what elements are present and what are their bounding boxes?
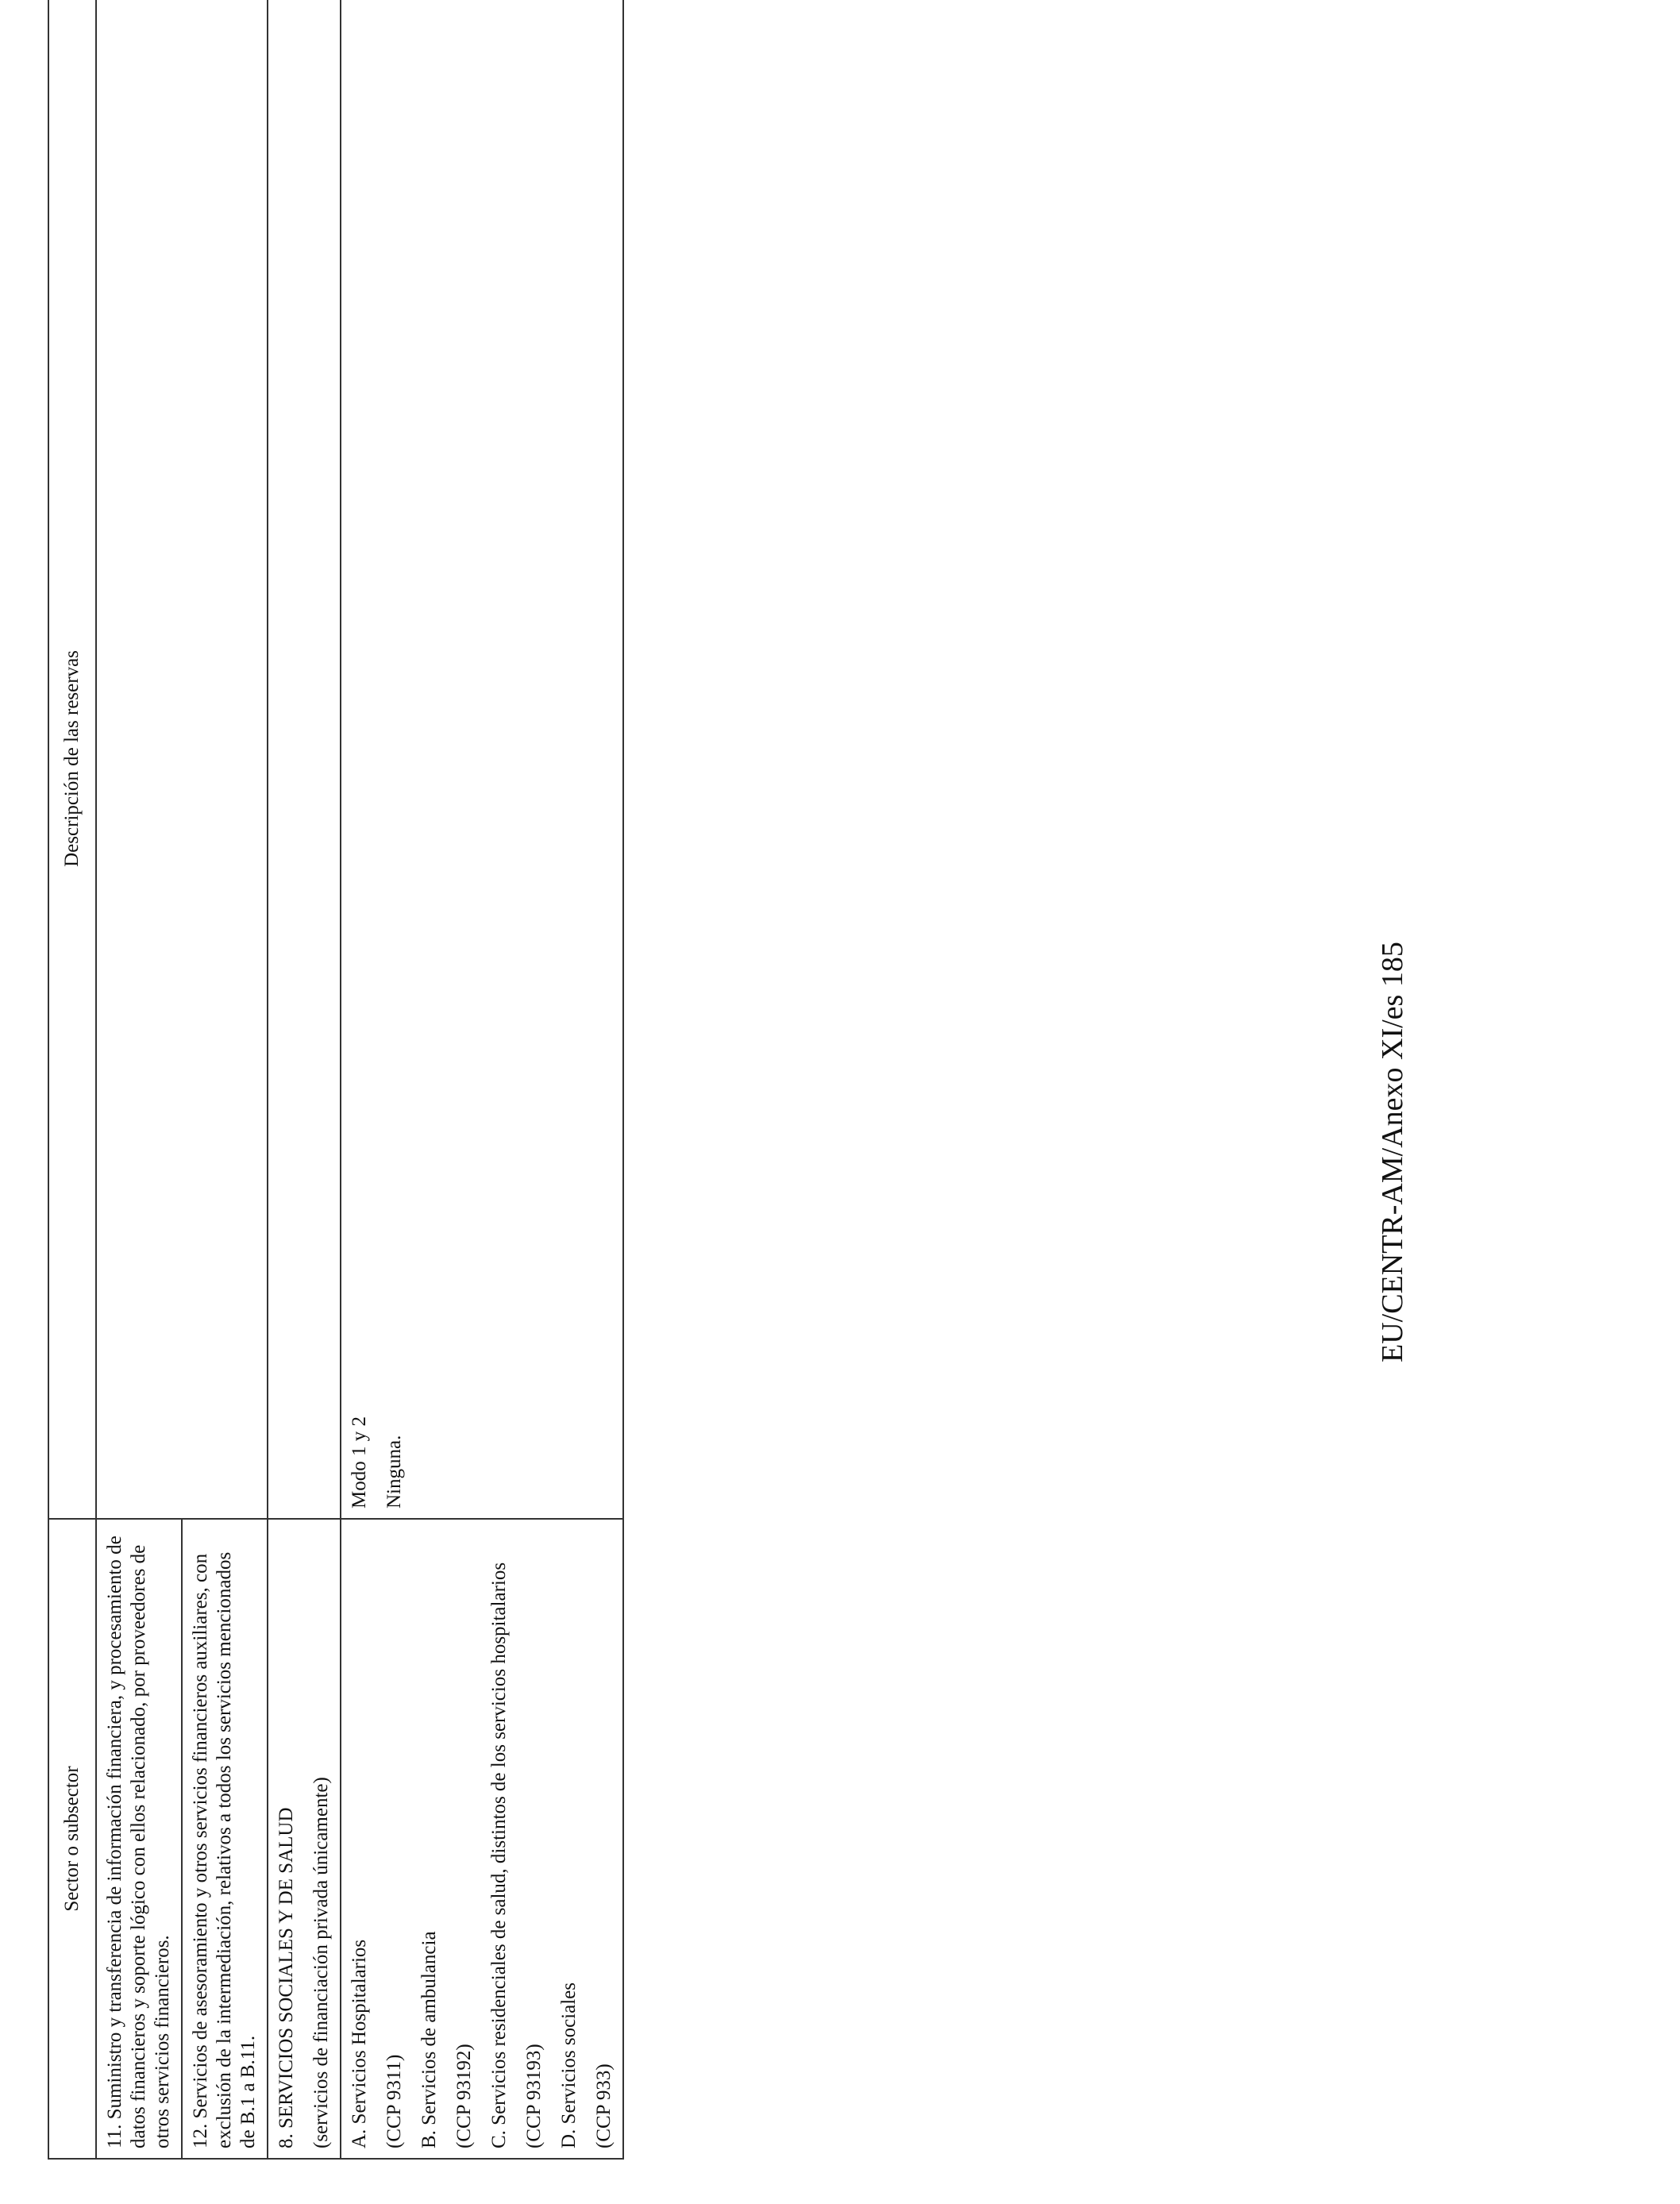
document-reference-footer: EU/CENTR-AM/Anexo XI/es 185: [1376, 942, 1409, 1362]
description-cell-11-12: [96, 0, 268, 1519]
table-row: [341, 0, 623, 2159]
item-a-label: A. Servicios Hospitalarios: [349, 1939, 370, 2148]
description-cell-8: [268, 0, 341, 1519]
sector-cell-a-d: [341, 1519, 623, 2159]
item-d-code: (CCP 933): [593, 2063, 615, 2148]
section-subtitle-8: (servicios de financiación privada únicamente): [310, 1777, 332, 2148]
table-row: [268, 0, 341, 2159]
sector-cell-8: [268, 1519, 341, 2159]
table-header-row: [48, 0, 96, 2159]
item-d-label: D. Servicios sociales: [558, 1982, 580, 2148]
description-mode: Modo 1 y 2: [349, 1416, 370, 1509]
sector-text-11: 11. Suministro y transferencia de información financiera, y procesamiento de datos financieros y soporte lógico con ellos relacionado, por proveedores de otros servicios financieros.: [104, 1535, 173, 2148]
reservations-table: [48, 0, 624, 2160]
sector-cell-12: [182, 1519, 268, 2159]
table-row: [96, 0, 182, 2159]
header-sector: Sector o subsector: [48, 1519, 96, 2159]
item-b-label: B. Servicios de ambulancia: [418, 1931, 440, 2148]
item-b-code: (CCP 93192): [453, 2044, 475, 2148]
description-cell-a-d: [341, 0, 623, 1519]
sector-text-12: 12. Servicios de asesoramiento y otros servicios financieros auxiliares, con exclusión de la intermediación, relativos a todos los servicios mencionados de B.1 a B.11.: [190, 1551, 259, 2148]
description-value: Ninguna.: [383, 1435, 405, 1509]
item-c-label: C. Servicios residenciales de salud, distintos de los servicios hospitalarios: [488, 1562, 510, 2148]
header-description: Descripción de las reservas: [48, 0, 96, 1519]
item-a-code: (CCP 9311): [383, 2054, 405, 2148]
section-title-8: 8. SERVICIOS SOCIALES Y DE SALUD: [276, 1807, 297, 2148]
item-c-code: (CCP 93193): [523, 2044, 545, 2148]
sector-cell-11: [96, 1519, 182, 2159]
